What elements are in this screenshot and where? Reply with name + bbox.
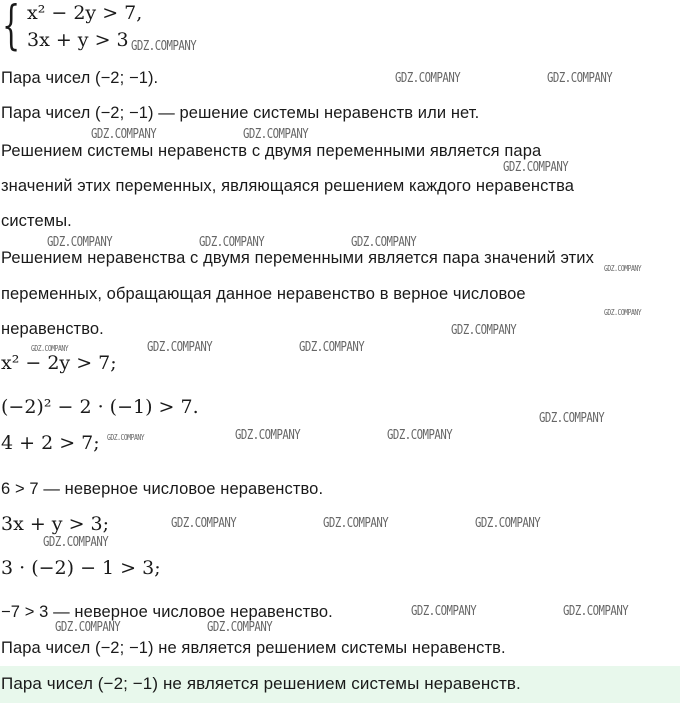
watermark: GDZ.COMPANY	[503, 160, 569, 175]
watermark: GDZ.COMPANY	[199, 235, 265, 250]
watermark: GDZ.COMPANY	[563, 604, 629, 619]
watermark: GDZ.COMPANY	[547, 71, 613, 86]
answer-text: Пара чисел (−2; −1) не является решением системы неравенств.	[1, 674, 521, 693]
watermark: GDZ.COMPANY	[323, 516, 389, 531]
inequality-1-substituted: (−2)² − 2 · (−1) > 7.	[1, 396, 199, 418]
watermark: GDZ.COMPANY	[243, 127, 309, 142]
inequality-1-result: 6 > 7 — неверное числовое неравенство.	[1, 480, 324, 498]
watermark: GDZ.COMPANY	[107, 433, 145, 442]
inequality-1: x² − 2y > 7;	[1, 352, 117, 374]
watermark: GDZ.COMPANY	[47, 235, 113, 250]
watermark: GDZ.COMPANY	[131, 39, 197, 54]
watermark: GDZ.COMPANY	[55, 620, 121, 635]
definition-inequality-1: Решением неравенства с двумя переменными является пара значений этих	[1, 249, 594, 267]
system-line-1: x² − 2y > 7,	[27, 2, 143, 24]
definition-system-3: системы.	[1, 212, 72, 230]
watermark: GDZ.COMPANY	[351, 235, 417, 250]
definition-system-1: Решением системы неравенств с двумя переменными является пара	[1, 142, 542, 160]
watermark: GDZ.COMPANY	[299, 340, 365, 355]
watermark: GDZ.COMPANY	[604, 264, 642, 273]
inequality-1-calculated: 4 + 2 > 7;	[1, 432, 100, 454]
question-line: Пара чисел (−2; −1) — решение системы неравенств или нет.	[1, 104, 480, 122]
watermark: GDZ.COMPANY	[43, 535, 109, 550]
system-line-2: 3x + y > 3	[27, 29, 129, 51]
watermark: GDZ.COMPANY	[395, 71, 461, 86]
watermark: GDZ.COMPANY	[475, 516, 541, 531]
watermark: GDZ.COMPANY	[207, 620, 273, 635]
watermark: GDZ.COMPANY	[171, 516, 237, 531]
definition-system-2: значений этих переменных, являющаяся решением каждого неравенства	[1, 177, 575, 195]
watermark: GDZ.COMPANY	[539, 411, 605, 426]
watermark: GDZ.COMPANY	[411, 604, 477, 619]
definition-inequality-2: переменных, обращающая данное неравенство в верное числовое	[1, 285, 526, 303]
watermark: GDZ.COMPANY	[147, 340, 213, 355]
watermark: GDZ.COMPANY	[451, 323, 517, 338]
system-brace: {	[2, 0, 21, 56]
definition-inequality-3: неравенство.	[1, 320, 104, 338]
watermark: GDZ.COMPANY	[91, 127, 157, 142]
inequality-2-substituted: 3 · (−2) − 1 > 3;	[1, 557, 161, 579]
inequality-2: 3x + y > 3;	[1, 513, 110, 535]
watermark: GDZ.COMPANY	[604, 308, 642, 317]
conclusion-line: Пара чисел (−2; −1) не является решением системы неравенств.	[1, 639, 506, 657]
given-pair: Пара чисел (−2; −1).	[1, 69, 159, 87]
watermark: GDZ.COMPANY	[387, 428, 453, 443]
answer-box	[0, 666, 680, 703]
watermark: GDZ.COMPANY	[31, 344, 69, 353]
inequality-2-result: −7 > 3 — неверное числовое неравенство.	[1, 603, 333, 621]
watermark: GDZ.COMPANY	[235, 428, 301, 443]
